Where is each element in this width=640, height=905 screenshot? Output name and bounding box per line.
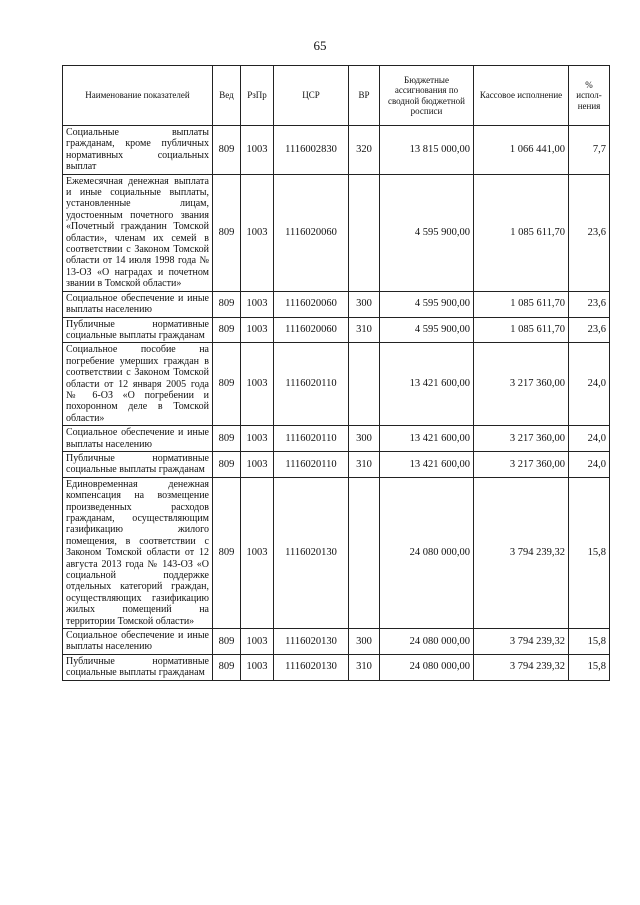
cell-budget: 13 421 600,00 [380,343,474,426]
cell-budget: 24 080 000,00 [380,477,474,628]
cell-name: Социальное обеспечение и иные выплаты населению [63,629,213,655]
cell-name: Ежемесячная денежная выплата и иные социальные выплаты, установленные лицам, удостоенным почетного звания «Почетный гражданин Томской области», членам их семей в соответствии с Законом Томской области от 14 июля 1998 года № 13-ОЗ «О наградах и почетном звании в Томской области» [63,174,213,291]
table-row [63,343,610,426]
cell-rzpr: 1003 [241,426,274,452]
cell-csr: 1116020130 [274,477,349,628]
cell-cash: 3 217 360,00 [474,426,569,452]
cell-rzpr: 1003 [241,451,274,477]
cell-name: Социальные выплаты гражданам, кроме публичных нормативных социальных выплат [63,126,213,175]
cell-csr: 1116020060 [274,291,349,317]
header-budget: Бюджетные ассигнования по сводной бюджетной росписи [380,66,474,126]
cell-rzpr: 1003 [241,174,274,291]
cell-ved: 809 [213,451,241,477]
header-csr: ЦСР [274,66,349,126]
cell-ved: 809 [213,174,241,291]
header-name: Наименование показателей [63,66,213,126]
cell-name: Единовременная денежная компенсация на возмещение произведенных расходов гражданам, осуществляющим газификацию жилого помещения, в соответствии с Законом Томской области от 12 августа 2013 года № 143-ОЗ «О социальной поддержке отдельных категорий граждан, осуществляющих газификацию жилых помещений на территории Томской области» [63,477,213,628]
cell-pct: 15,8 [569,477,610,628]
cell-budget: 4 595 900,00 [380,174,474,291]
cell-rzpr: 1003 [241,126,274,175]
cell-pct: 15,8 [569,629,610,655]
cell-budget: 24 080 000,00 [380,654,474,680]
header-rzpr: РзПр [241,66,274,126]
cell-name: Публичные нормативные социальные выплаты гражданам [63,451,213,477]
cell-name: Социальное обеспечение и иные выплаты населению [63,291,213,317]
cell-pct: 23,6 [569,317,610,343]
header-cash: Кассовое исполнение [474,66,569,126]
table-header-row [63,66,610,126]
cell-rzpr: 1003 [241,477,274,628]
cell-pct: 24,0 [569,426,610,452]
cell-pct: 7,7 [569,126,610,175]
cell-cash: 3 794 239,32 [474,654,569,680]
table-row [63,477,610,628]
cell-vr: 300 [349,426,380,452]
cell-name: Социальное обеспечение и иные выплаты населению [63,426,213,452]
cell-rzpr: 1003 [241,629,274,655]
header-vr: ВР [349,66,380,126]
cell-cash: 1 085 611,70 [474,291,569,317]
cell-csr: 1116020110 [274,343,349,426]
cell-cash: 1 085 611,70 [474,317,569,343]
cell-budget: 4 595 900,00 [380,291,474,317]
cell-ved: 809 [213,654,241,680]
cell-budget: 13 421 600,00 [380,426,474,452]
cell-vr: 320 [349,126,380,175]
table-row [63,126,610,175]
cell-budget: 13 815 000,00 [380,126,474,175]
cell-budget: 4 595 900,00 [380,317,474,343]
cell-csr: 1116002830 [274,126,349,175]
cell-budget: 13 421 600,00 [380,451,474,477]
cell-cash: 1 085 611,70 [474,174,569,291]
cell-csr: 1116020060 [274,317,349,343]
cell-ved: 809 [213,477,241,628]
cell-cash: 3 217 360,00 [474,343,569,426]
cell-rzpr: 1003 [241,291,274,317]
cell-vr: 310 [349,317,380,343]
table-row [63,317,610,343]
table-row [63,451,610,477]
table-row [63,291,610,317]
cell-csr: 1116020110 [274,451,349,477]
cell-name: Публичные нормативные социальные выплаты гражданам [63,654,213,680]
cell-vr: 300 [349,291,380,317]
cell-csr: 1116020130 [274,629,349,655]
page-number: 65 [313,38,327,53]
cell-vr: 300 [349,629,380,655]
cell-vr: 310 [349,654,380,680]
cell-pct: 24,0 [569,451,610,477]
header-ved: Вед [213,66,241,126]
table-row [63,426,610,452]
cell-pct: 24,0 [569,343,610,426]
cell-csr: 1116020130 [274,654,349,680]
cell-cash: 1 066 441,00 [474,126,569,175]
table-row [63,629,610,655]
cell-cash: 3 217 360,00 [474,451,569,477]
cell-vr: 310 [349,451,380,477]
cell-ved: 809 [213,426,241,452]
cell-ved: 809 [213,291,241,317]
cell-name: Публичные нормативные социальные выплаты гражданам [63,317,213,343]
cell-pct: 15,8 [569,654,610,680]
cell-pct: 23,6 [569,291,610,317]
table-row [63,654,610,680]
cell-cash: 3 794 239,32 [474,629,569,655]
cell-rzpr: 1003 [241,317,274,343]
cell-ved: 809 [213,317,241,343]
cell-rzpr: 1003 [241,654,274,680]
cell-cash: 3 794 239,32 [474,477,569,628]
cell-ved: 809 [213,126,241,175]
cell-ved: 809 [213,343,241,426]
cell-pct: 23,6 [569,174,610,291]
cell-csr: 1116020110 [274,426,349,452]
cell-budget: 24 080 000,00 [380,629,474,655]
header-pct: % испол-нения [569,66,610,126]
cell-vr [349,477,380,628]
cell-name: Социальное пособие на погребение умерших граждан в соответствии с Законом Томской области от 12 января 2005 года № 6-ОЗ «О погребении и похоронном деле в Томской области» [63,343,213,426]
cell-vr [349,174,380,291]
cell-csr: 1116020060 [274,174,349,291]
cell-rzpr: 1003 [241,343,274,426]
table-row [63,174,610,291]
cell-vr [349,343,380,426]
budget-execution-table [62,65,610,681]
cell-ved: 809 [213,629,241,655]
